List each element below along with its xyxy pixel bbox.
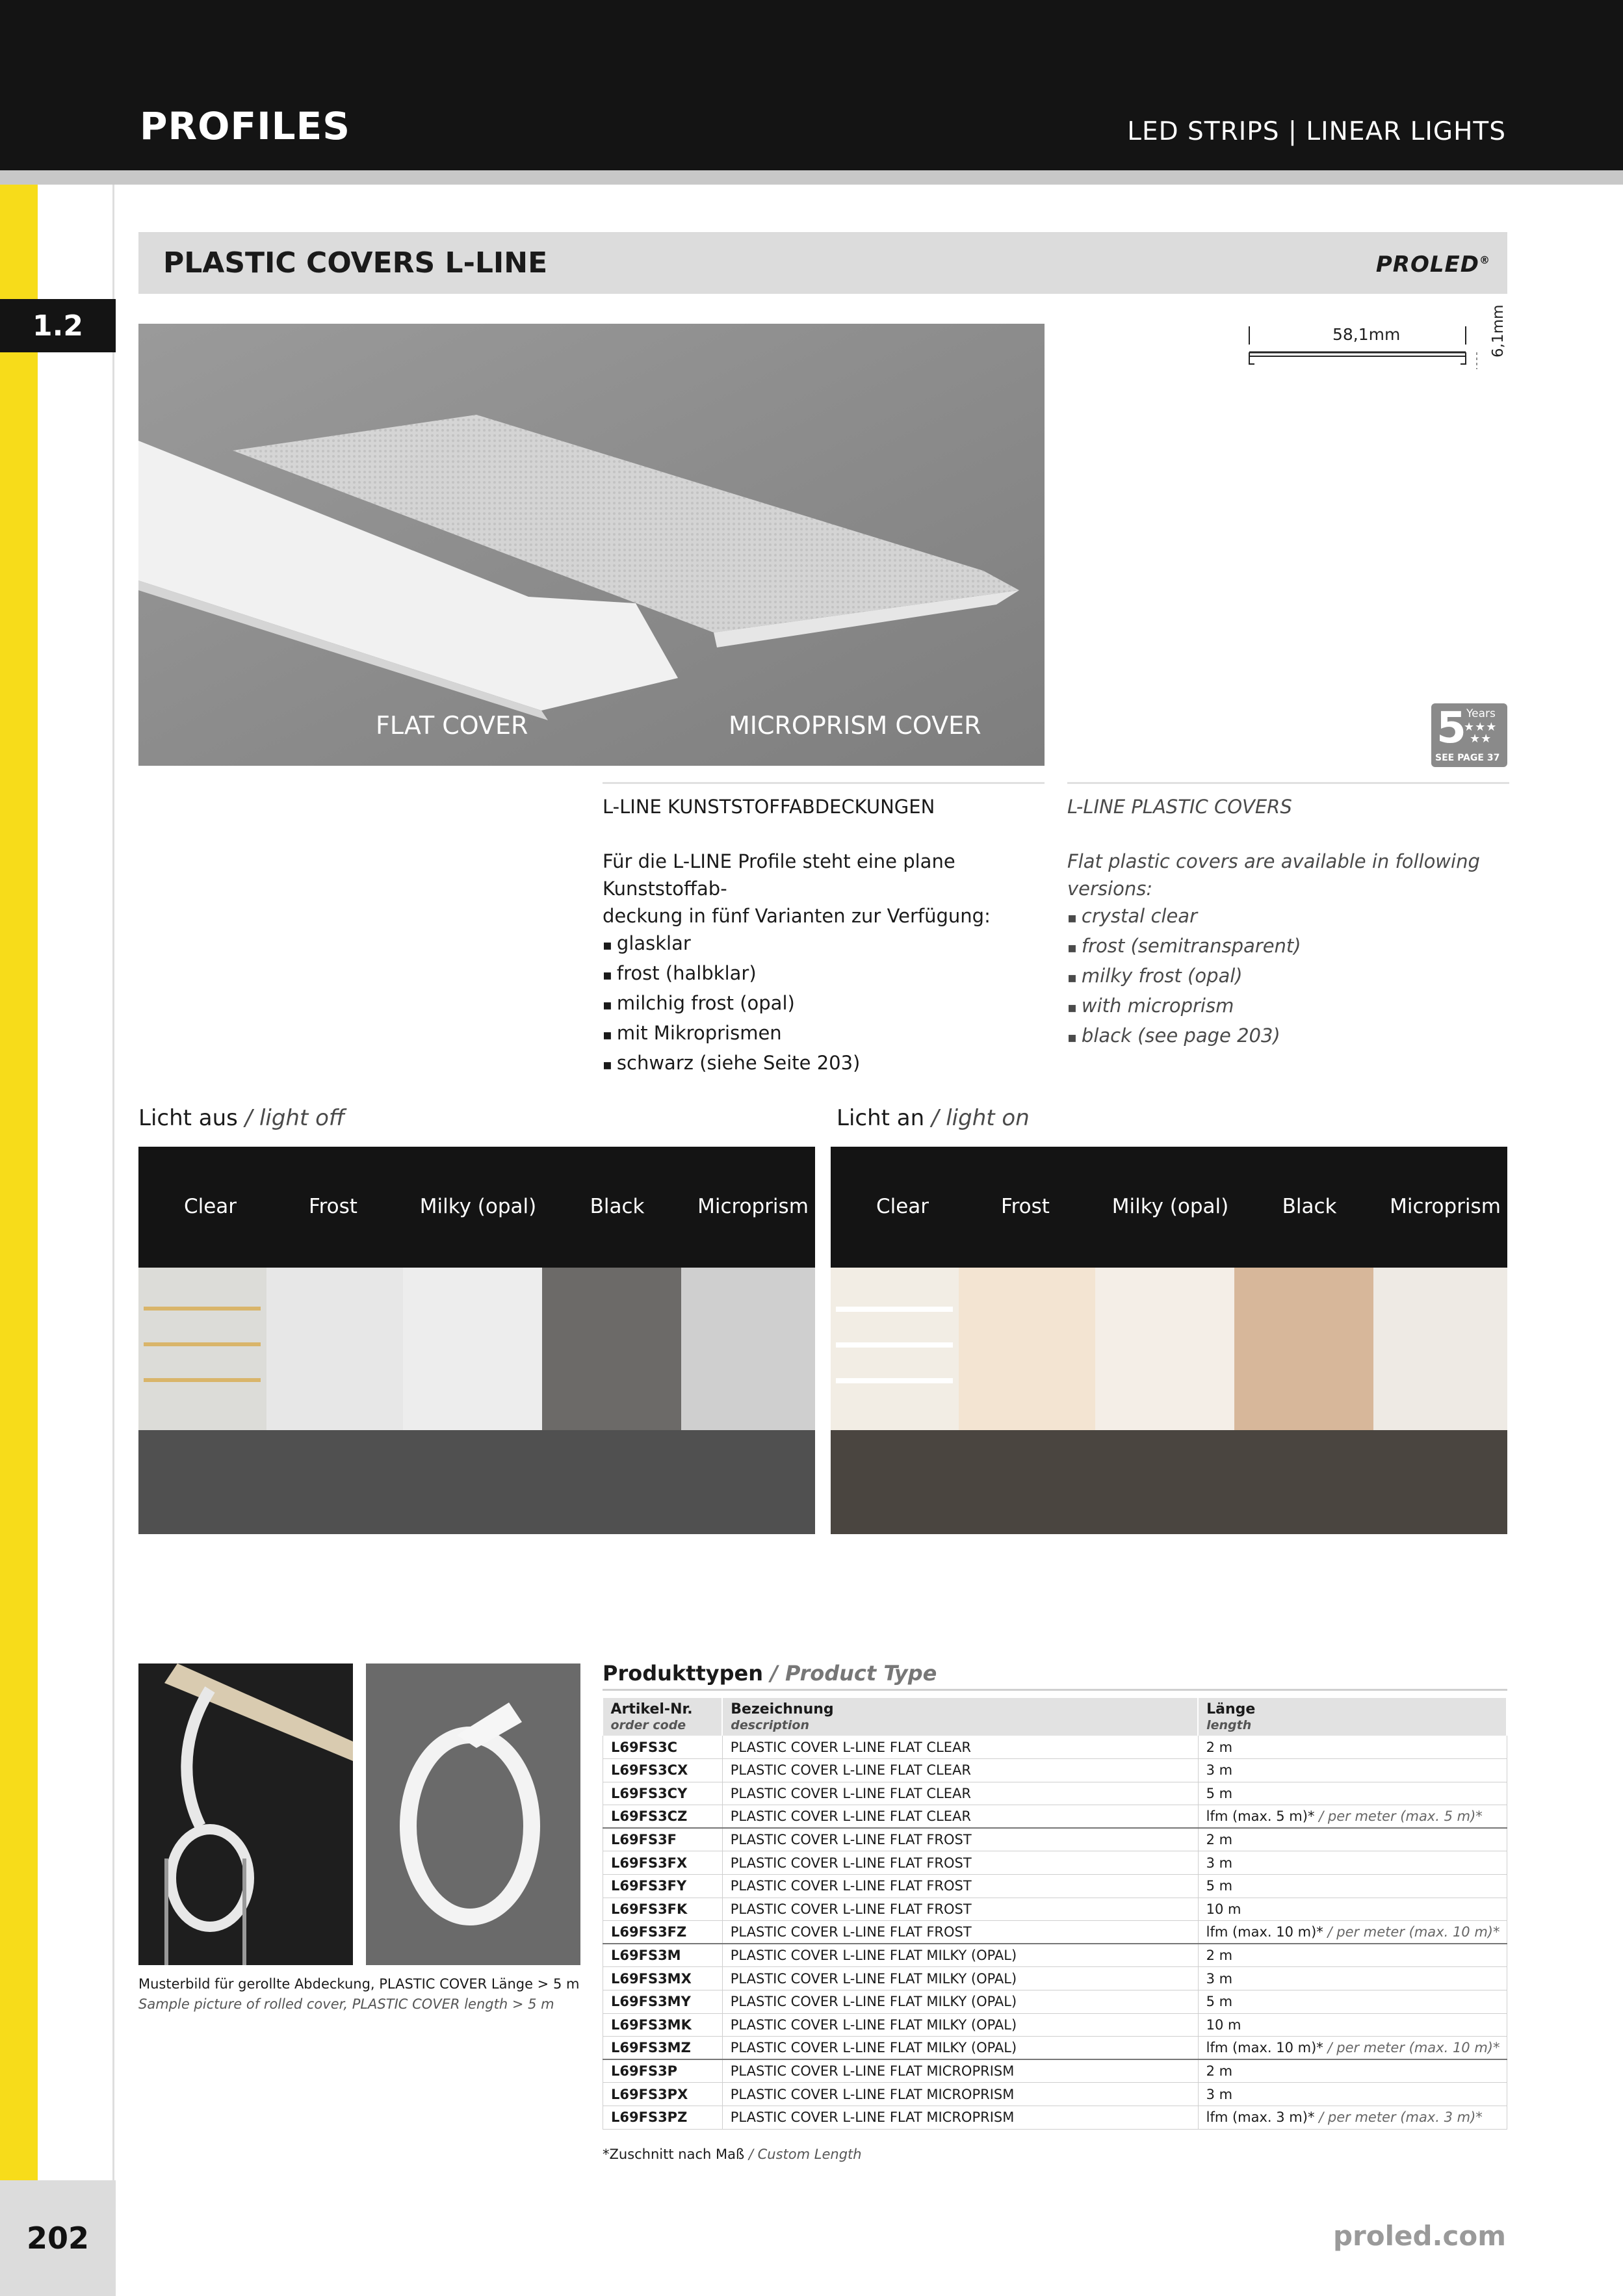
table-row: L69FS3FZ PLASTIC COVER L-LINE FLAT FROST lfm (max. 10 m)* / per meter (max. 10 m)*: [603, 1921, 1507, 1944]
table-row: L69FS3PX PLASTIC COVER L-LINE FLAT MICROPRISM 3 m: [603, 2083, 1507, 2106]
rolled-cover-photo: [366, 1663, 580, 1965]
table-row: L69FS3CX PLASTIC COVER L-LINE FLAT CLEAR 3 m: [603, 1759, 1507, 1782]
warranty-badge: [1431, 703, 1507, 767]
variant-label: Clear: [876, 1195, 929, 1218]
warranty-stars-icon: ★★★ ★★: [1464, 720, 1498, 746]
swatch-milky: [403, 1268, 542, 1430]
header-title: PROFILES: [140, 104, 351, 148]
variant-label: Black: [590, 1195, 645, 1218]
variant-label: Frost: [309, 1195, 357, 1218]
cross-section-drawing: [1235, 304, 1521, 397]
variant-label: Microprism: [1390, 1195, 1501, 1218]
hero-product-photo: [138, 324, 1045, 766]
header-divider: [0, 170, 1623, 185]
table-row: L69FS3CZ PLASTIC COVER L-LINE FLAT CLEAR lfm (max. 5 m)* / per meter (max. 5 m)*: [603, 1805, 1507, 1829]
variant-item: ▪ milky frost (opal): [1067, 962, 1509, 992]
brand-logo: [1376, 252, 1490, 278]
brand-registered-mark: ®: [1479, 254, 1490, 267]
description-intro-line: versions:: [1067, 878, 1153, 900]
variant-item: ▪ frost (semitransparent): [1067, 932, 1509, 962]
product-table-title: Produkttypen / Product Type: [603, 1661, 937, 1686]
margin-column: [38, 185, 114, 2180]
table-footnote: *Zuschnitt nach Maß / Custom Length: [603, 2146, 862, 2162]
variant-item: ▪ schwarz (siehe Seite 203): [603, 1049, 1045, 1079]
column-header-description: Bezeichnung description: [722, 1698, 1198, 1736]
description-intro-line: deckung in fünf Varianten zur Verfügung:: [603, 905, 991, 927]
chapter-color-bar: [0, 185, 38, 2180]
product-table: [603, 1698, 1507, 2130]
light-on-header: [831, 1147, 1507, 1268]
page-header: [0, 0, 1623, 170]
table-header-row: [603, 1698, 1507, 1736]
variant-label: Milky (opal): [1111, 1195, 1229, 1218]
description-intro-line: Für die L-LINE Profile steht eine plane Kunststoffab-: [603, 850, 955, 900]
swatch-milky: [1095, 1268, 1234, 1430]
description-intro-line: Flat plastic covers are available in following: [1067, 850, 1480, 872]
description-english: [1067, 782, 1509, 1052]
section-title: PLASTIC COVERS L-LINE: [163, 246, 548, 280]
table-row: L69FS3FK PLASTIC COVER L-LINE FLAT FROST 10 m: [603, 1898, 1507, 1921]
variant-label: Clear: [183, 1195, 237, 1218]
table-row: L69FS3C PLASTIC COVER L-LINE FLAT CLEAR 2 m: [603, 1736, 1507, 1759]
variant-label: Milky (opal): [419, 1195, 537, 1218]
website-link[interactable]: proled.com: [1332, 2220, 1506, 2252]
swatch-frost: [266, 1268, 403, 1430]
variant-label: Microprism: [697, 1195, 809, 1218]
flat-cover-label: FLAT COVER: [376, 711, 528, 740]
variant-item: ▪ frost (halbklar): [603, 959, 1045, 989]
column-header-length: Länge length: [1198, 1698, 1507, 1736]
table-row: L69FS3CY PLASTIC COVER L-LINE FLAT CLEAR 5 m: [603, 1782, 1507, 1805]
chapter-tab: 1.2: [0, 299, 116, 352]
light-on-panel: [831, 1147, 1507, 1534]
variant-label: Frost: [1001, 1195, 1050, 1218]
photo-caption: Musterbild für gerollte Abdeckung, PLASTIC COVER Länge > 5 m Sample picture of rolled cover, PLASTIC COVER length > 5 m: [138, 1976, 580, 2012]
variant-item: ▪ with microprism: [1067, 992, 1509, 1022]
table-row: L69FS3FY PLASTIC COVER L-LINE FLAT FROST 5 m: [603, 1875, 1507, 1898]
description-heading: L-LINE PLASTIC COVERS: [1067, 796, 1292, 818]
column-header-code: Artikel-Nr. order code: [603, 1698, 723, 1736]
light-on-caption: Licht an / light on: [837, 1105, 1030, 1131]
variant-item: ▪ black (see page 203): [1067, 1022, 1509, 1052]
swatch-black: [1234, 1268, 1373, 1430]
table-row: L69FS3PZ PLASTIC COVER L-LINE FLAT MICROPRISM lfm (max. 3 m)* / per meter (max. 3 m)*: [603, 2106, 1507, 2130]
table-row: L69FS3MY PLASTIC COVER L-LINE FLAT MILKY (OPAL) 5 m: [603, 1990, 1507, 2014]
table-row: L69FS3M PLASTIC COVER L-LINE FLAT MILKY (OPAL) 2 m: [603, 1944, 1507, 1967]
led-strip-icon: [138, 1268, 266, 1430]
variant-item: ▪ milchig frost (opal): [603, 989, 1045, 1019]
table-row: L69FS3MK PLASTIC COVER L-LINE FLAT MILKY (OPAL) 10 m: [603, 2013, 1507, 2037]
light-off-caption: Licht aus / light off: [138, 1105, 345, 1131]
table-title-rule: [603, 1689, 1507, 1691]
warranty-years-label: Years: [1466, 707, 1496, 720]
variant-label: Black: [1282, 1195, 1337, 1218]
table-row: L69FS3F PLASTIC COVER L-LINE FLAT FROST 2 m: [603, 1828, 1507, 1851]
dimension-height: 6,1mm: [1490, 304, 1507, 358]
header-category: LED STRIPS | LINEAR LIGHTS: [1127, 117, 1506, 146]
swatch-black: [542, 1268, 681, 1430]
variant-item: ▪ mit Mikroprismen: [603, 1019, 1045, 1049]
swatch-clear: [138, 1268, 266, 1430]
led-strip-icon: [831, 1268, 959, 1430]
microprism-cover-label: MICROPRISM COVER: [729, 711, 981, 740]
light-off-panel: [138, 1147, 815, 1534]
reflective-floor: [831, 1430, 1507, 1534]
description-heading: L-LINE KUNSTSTOFFABDECKUNGEN: [603, 796, 935, 818]
ceiling-cover-illustration: [138, 1663, 353, 1965]
rolled-cover-illustration: [366, 1663, 580, 1965]
swatch-clear: [831, 1268, 959, 1430]
page-number: 202: [0, 2180, 116, 2296]
light-off-header: [138, 1147, 815, 1268]
brand-name: PROLED: [1375, 252, 1479, 278]
warranty-reference: SEE PAGE 37: [1435, 753, 1500, 763]
swatch-microprism: [1373, 1268, 1507, 1430]
reflective-floor: [138, 1430, 815, 1534]
variant-item: ▪ glasklar: [603, 930, 1045, 959]
dimension-width: 58,1mm: [1332, 325, 1401, 344]
table-row: L69FS3MZ PLASTIC COVER L-LINE FLAT MILKY (OPAL) lfm (max. 10 m)* / per meter (max. 10 m)*: [603, 2037, 1507, 2060]
warranty-years-number: 5: [1436, 703, 1466, 753]
covers-illustration: [138, 324, 1045, 766]
swatch-frost: [959, 1268, 1095, 1430]
table-row: L69FS3FX PLASTIC COVER L-LINE FLAT FROST 3 m: [603, 1851, 1507, 1875]
table-row: L69FS3P PLASTIC COVER L-LINE FLAT MICROPRISM 2 m: [603, 2059, 1507, 2083]
table-row: L69FS3MX PLASTIC COVER L-LINE FLAT MILKY (OPAL) 3 m: [603, 1967, 1507, 1990]
section-title-bar: [138, 232, 1507, 294]
description-german: [603, 782, 1045, 1079]
variant-item: ▪ crystal clear: [1067, 902, 1509, 932]
installation-photo: [138, 1663, 353, 1965]
swatch-microprism: [681, 1268, 815, 1430]
